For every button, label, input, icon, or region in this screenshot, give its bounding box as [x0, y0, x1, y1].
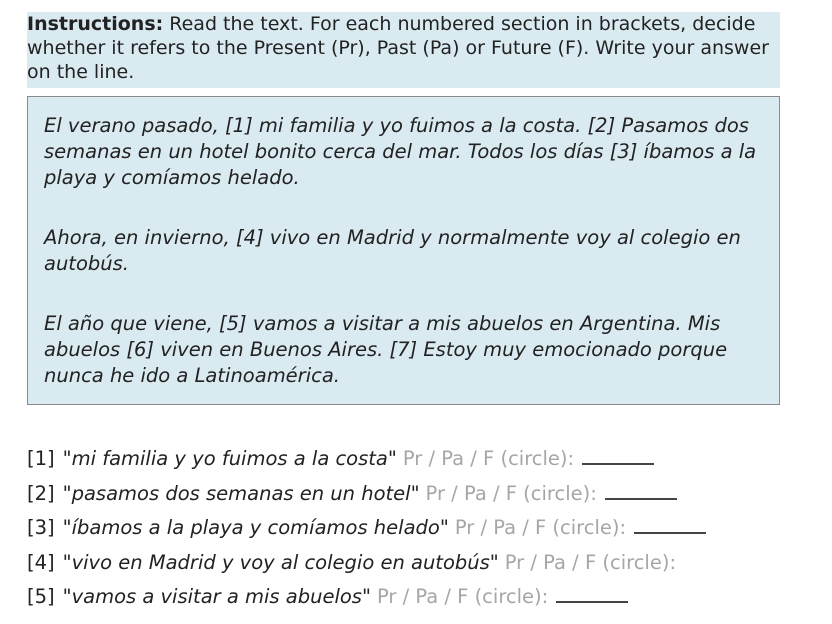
question-options[interactable]: Pr / Pa / F (circle):	[454, 516, 627, 539]
question-quote: "íbamos a la playa y comíamos helado"	[62, 516, 449, 539]
instructions-text: Read the text. For each numbered section in brackets, decide whether it refers to the Present (Pr), Past (Pa) or Future (F). Write your answer on the line.	[27, 13, 769, 83]
passage-paragraph-next-year: El año que viene, [5] vamos a visitar a mis abuelos en Argentina. Mis abuelos [6] viven en Buenos Aires. [7] Estoy muy emocionado porque nunca he ido a Latinoamérica.	[44, 312, 728, 387]
question-number: [2]	[27, 481, 55, 505]
question-row	[27, 444, 827, 479]
question-quote: "mi familia y yo fuimos a la costa"	[62, 447, 397, 470]
question-quote: "vivo en Madrid y voy al colegio en autobús"	[62, 550, 499, 574]
question-options[interactable]: Pr / Pa / F (circle):	[376, 585, 549, 608]
passage-box	[27, 96, 780, 405]
answer-line[interactable]	[582, 447, 654, 465]
instructions-label: Instructions:	[27, 13, 164, 35]
question-options[interactable]: Pr / Pa / F (circle):	[504, 550, 677, 574]
questions-list	[27, 444, 827, 617]
answer-line[interactable]	[634, 516, 706, 534]
question-number: [5]	[27, 585, 55, 608]
question-options[interactable]: Pr / Pa / F (circle):	[402, 447, 575, 470]
question-number: [3]	[27, 516, 55, 539]
instructions-box	[27, 12, 780, 88]
answer-line[interactable]	[556, 585, 628, 603]
question-quote: "vamos a visitar a mis abuelos"	[62, 585, 371, 608]
passage-paragraph-summer: El verano pasado, [1] mi familia y yo fuimos a la costa. [2] Pasamos dos semanas en un hotel bonito cerca del mar. Todos los días [3] íbamos a la playa y comíamos helado.	[44, 114, 757, 189]
question-number: [1]	[27, 447, 55, 470]
passage-paragraph-winter: Ahora, en invierno, [4] vivo en Madrid y normalmente voy al colegio en autobús.	[44, 226, 741, 275]
question-row	[27, 513, 827, 548]
question-row	[27, 479, 827, 514]
question-quote: "pasamos dos semanas en un hotel"	[62, 481, 420, 505]
answer-line[interactable]	[605, 482, 677, 500]
question-options[interactable]: Pr / Pa / F (circle):	[425, 481, 597, 505]
question-row	[27, 548, 827, 583]
question-number: [4]	[27, 550, 55, 574]
question-row	[27, 582, 827, 617]
